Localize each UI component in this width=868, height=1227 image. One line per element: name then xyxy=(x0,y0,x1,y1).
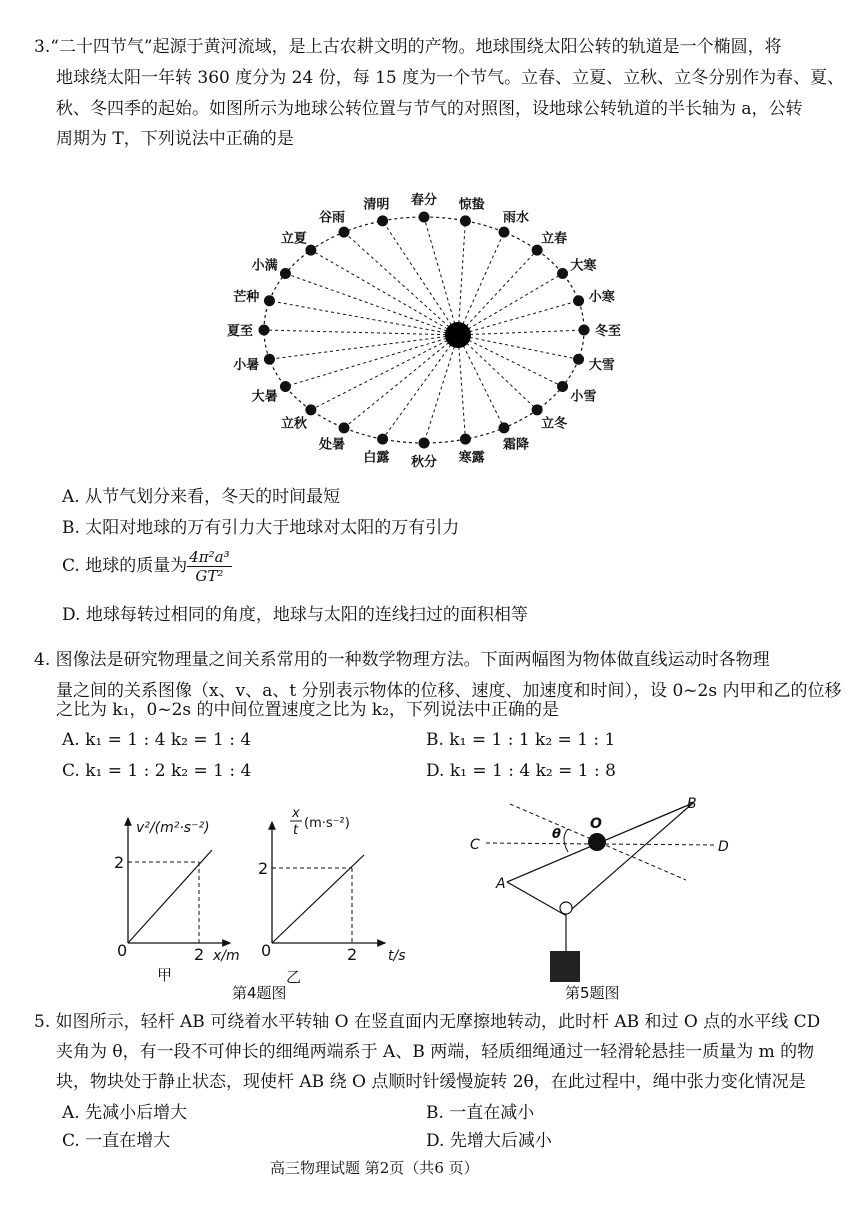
origin-label: 0 xyxy=(261,941,272,960)
graph-name: 甲 xyxy=(157,966,173,984)
solar-term-label: 夏至 xyxy=(226,324,254,339)
solar-term-label: 雨水 xyxy=(502,210,530,226)
solar-term-label: 冬至 xyxy=(594,324,622,339)
q4-option-d: D. k₁ = 1 : 4 k₂ = 1 : 8 xyxy=(426,761,616,781)
solar-term-label: 霜降 xyxy=(502,437,530,453)
graph-yi xyxy=(258,806,406,986)
graph-jia xyxy=(114,818,240,984)
graph-name: 乙 xyxy=(286,968,302,986)
solar-term-label: 春分 xyxy=(410,193,438,208)
y-axis-label-denominator: t xyxy=(293,823,299,838)
block-mass xyxy=(550,951,580,982)
solar-term-label: 立秋 xyxy=(280,416,307,432)
rope-a xyxy=(507,882,565,915)
q4-stem-line: 4. 图像法是研究物理量之间关系常用的一种数学物理方法。下面两幅图为物体做直线运动时各物理 xyxy=(34,650,770,670)
solar-term-label: 大暑 xyxy=(251,389,278,405)
solar-term-label: 谷雨 xyxy=(318,210,346,226)
pivot-o xyxy=(588,833,606,851)
solar-term-label: 大雪 xyxy=(588,357,615,373)
formula-numerator: 4π²a³ xyxy=(189,548,230,566)
q4-figure-caption: 第4题图 xyxy=(232,984,287,1002)
rope-b xyxy=(565,803,693,915)
solar-term-label: 清明 xyxy=(363,197,390,213)
x-tick-label: 2 xyxy=(194,945,205,964)
formula-denominator: GT² xyxy=(195,567,224,585)
q5-option-b: B. 一直在减小 xyxy=(426,1103,535,1123)
solar-term-label: 芒种 xyxy=(233,290,260,306)
solar-term-label: 立春 xyxy=(541,231,568,247)
y-tick-label: 2 xyxy=(258,859,269,878)
q3-stem-line: 3.“二十四节气”起源于黄河流域，是上古农耕文明的产物。地球围绕太阳公转的轨道是一个椭圆，将 xyxy=(34,37,782,57)
q5-option-d: D. 先增大后减小 xyxy=(426,1131,552,1151)
solar-term-label: 小满 xyxy=(251,258,278,274)
label-d: D xyxy=(718,839,729,855)
q3-option-c-label: C. 地球的质量为 xyxy=(62,556,188,576)
q5-figure-caption: 第5题图 xyxy=(565,984,620,1002)
q4-option-a: A. k₁ = 1 : 4 k₂ = 1 : 4 xyxy=(62,730,252,750)
q4-option-b: B. k₁ = 1 : 1 k₂ = 1 : 1 xyxy=(426,730,616,750)
q4-option-c: C. k₁ = 1 : 2 k₂ = 1 : 4 xyxy=(62,761,252,781)
y-tick-label: 2 xyxy=(114,853,125,872)
label-o: O xyxy=(590,816,602,832)
origin-label: 0 xyxy=(117,941,128,960)
angle-arc xyxy=(564,829,568,852)
solar-term-label: 立夏 xyxy=(280,231,307,247)
q4-stem-line: 之比为 k₁，0~2s 的中间位置速度之比为 k₂，下列说法中正确的是 xyxy=(56,700,560,720)
q5-stem-line: 块，物块处于静止状态，现使杆 AB 绕 O 点顺时针缓慢旋转 2θ，在此过程中，绳中张力变化情况是 xyxy=(56,1072,806,1092)
theta-label: θ xyxy=(552,827,561,842)
q3-option-b: B. 太阳对地球的万有引力大于地球对太阳的万有引力 xyxy=(62,518,460,538)
q5-figure xyxy=(470,796,729,982)
label-b: B xyxy=(687,796,697,812)
x-tick-label: 2 xyxy=(347,945,358,964)
y-axis-label-unit: (m·s⁻²) xyxy=(304,816,350,831)
solar-term-label: 惊蛰 xyxy=(458,197,485,213)
solar-term-label: 立冬 xyxy=(541,416,568,432)
y-axis-label-numerator: x xyxy=(292,806,300,821)
q5-option-c: C. 一直在增大 xyxy=(62,1131,171,1151)
solar-term-label: 小寒 xyxy=(588,290,615,306)
q4-stem-line: 量之间的关系图像（x、v、a、t 分别表示物体的位移、速度、加速度和时间），设 0~2s 内甲和乙的位移 xyxy=(56,681,842,701)
label-c: C xyxy=(470,837,480,853)
q3-stem-line: 秋、冬四季的起始。如图所示为地球公转位置与节气的对照图，设地球公转轨道的半长轴为 a，公转 xyxy=(56,99,803,119)
q5-stem-line: 夹角为 θ，有一段不可伸长的细绳两端系于 A、B 两端，轻质细绳通过一轻滑轮悬挂一质量为 m 的物 xyxy=(56,1042,815,1062)
q5-stem-line: 5. 如图所示，轻杆 AB 可绕着水平转轴 O 在竖直面内无摩擦地转动，此时杆 AB 和过 O 点的水平线 CD xyxy=(34,1012,821,1032)
q3-option-a: A. 从节气划分来看，冬天的时间最短 xyxy=(62,487,341,507)
solar-term-label: 大寒 xyxy=(570,258,597,274)
q3-option-d: D. 地球每转过相同的角度，地球与太阳的连线扫过的面积相等 xyxy=(62,605,528,625)
q3-stem-line: 周期为 T，下列说法中正确的是 xyxy=(56,129,294,149)
solar-term-label: 处暑 xyxy=(318,437,346,453)
x-axis-label: x/m xyxy=(213,948,240,964)
solar-term-label: 秋分 xyxy=(410,455,438,470)
y-axis-label: v²/(m²·s⁻²) xyxy=(136,820,210,836)
solar-term-label: 白露 xyxy=(363,450,390,466)
q5-option-a: A. 先减小后增大 xyxy=(62,1103,188,1123)
page-footer: 高三物理试题 第2页（共6 页） xyxy=(270,1159,479,1177)
x-axis-label: t/s xyxy=(388,948,406,964)
solar-term-label: 小暑 xyxy=(233,357,260,373)
solar-term-label: 小雪 xyxy=(570,389,597,405)
q3-stem-line: 地球绕太阳一年转 360 度分为 24 份，每 15 度为一个节气。立春、立夏、立秋、立冬分别作为春、夏、 xyxy=(56,68,845,88)
solar-term-label: 寒露 xyxy=(458,450,485,466)
label-a: A xyxy=(496,876,506,892)
pulley xyxy=(560,902,572,914)
